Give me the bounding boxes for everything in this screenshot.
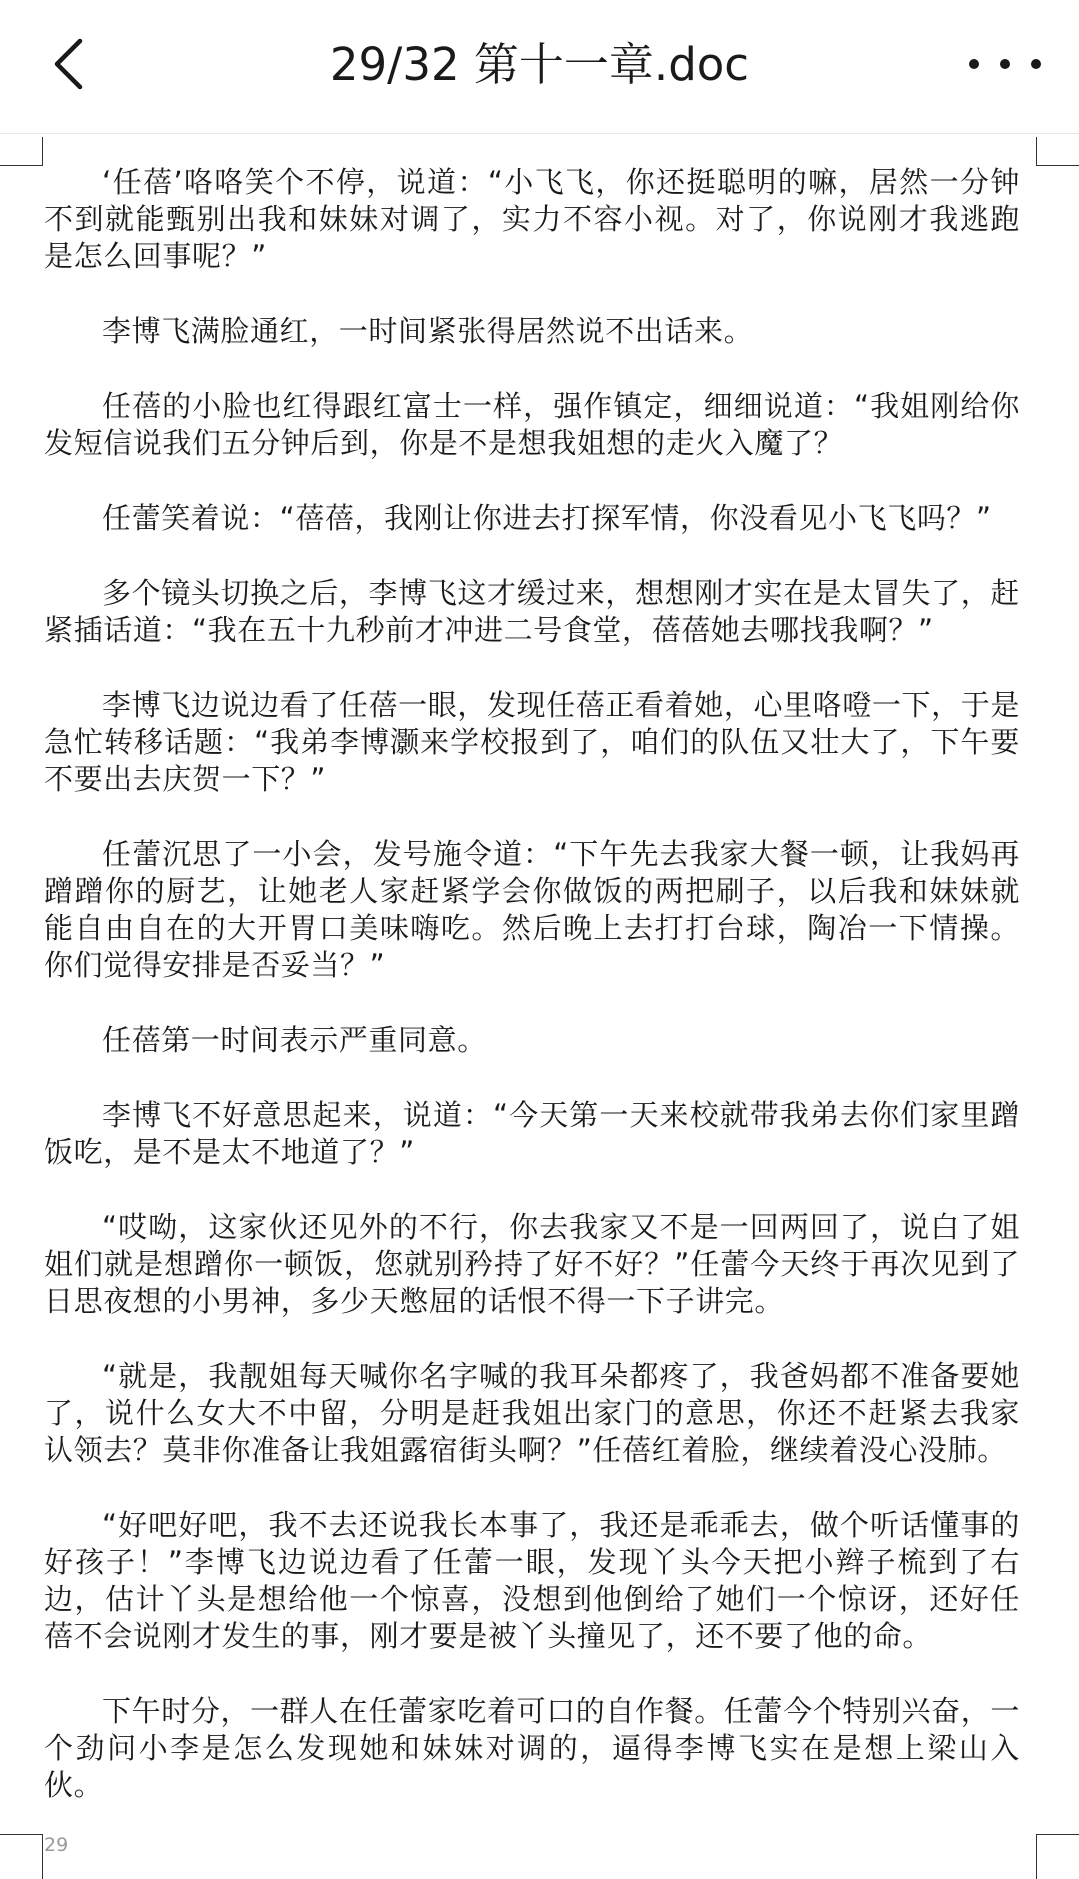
paragraph: 下午时分，一群人在任蕾家吃着可口的自作餐。任蕾今个特别兴奋，一个劲问小李是怎么发现她和妹妹对调的，逼得李博飞实在是想上梁山入伙。 — [44, 1694, 1020, 1802]
page-corner-mark-top-left — [0, 137, 43, 166]
paragraph: 任蕾沉思了一小会，发号施令道：“下午先去我家大餐一顿，让我妈再蹭蹭你的厨艺，让她老人家赶紧学会你做饭的两把刷子，以后我和妹妹就能自由自在的大开胃口美味嗨吃。然后晚上去打打台球，陶冶一下情操。你们觉得安排是否妥当？” — [44, 837, 1020, 982]
more-options-button[interactable] — [969, 38, 1041, 90]
document-body — [44, 164, 1020, 1842]
paragraph: ‘任蓓’咯咯笑个不停，说道：“小飞飞，你还挺聪明的嘛，居然一分钟不到就能甄别出我和妹妹对调了，实力不容小视。对了，你说刚才我逃跑是怎么回事呢？” — [44, 165, 1020, 273]
paragraph: 任蕾笑着说：“蓓蓓，我刚让你进去打探军情，你没看见小飞飞吗？” — [102, 501, 992, 535]
page-corner-mark-bottom-right — [1036, 1834, 1079, 1879]
document-title: 29/32 第十一章.doc — [329, 38, 750, 91]
page-corner-mark-bottom-left — [0, 1834, 43, 1879]
paragraph: 李博飞满脸通红，一时间紧张得居然说不出话来。 — [102, 314, 754, 348]
page-corner-mark-top-right — [1036, 137, 1079, 166]
paragraph: 李博飞不好意思起来，说道：“今天第一天来校就带我弟去你们家里蹭饭吃，是不是太不地道了？” — [44, 1098, 1020, 1169]
paragraph: 多个镜头切换之后，李博飞这才缓过来，想想刚才实在是太冒失了，赶紧插话道：“我在五十九秒前才冲进二号食堂，蓓蓓她去哪找我啊？” — [44, 576, 1020, 647]
back-button[interactable] — [40, 28, 96, 100]
paragraph: 任蓓第一时间表示严重同意。 — [102, 1023, 487, 1057]
paragraph: “哎呦，这家伙还见外的不行，你去我家又不是一回两回了，说白了姐姐们就是想蹭你一顿饭，您就别矜持了好不好？”任蕾今天终于再次见到了日思夜想的小男神，多少天憋屈的话恨不得一下子讲完。 — [44, 1210, 1020, 1318]
paragraph: “就是，我靓姐每天喊你名字喊的我耳朵都疼了，我爸妈都不准备要她了，说什么女大不中留，分明是赶我姐出家门的意思，你还不赶紧去我家认领去？莫非你准备让我姐露宿街头啊？”任蓓红着脸，继续着没心没肺。 — [44, 1359, 1020, 1467]
top-bar — [0, 0, 1079, 134]
page-number: 29 — [44, 1834, 69, 1856]
chevron-left-icon — [53, 38, 83, 90]
paragraph: 李博飞边说边看了任蓓一眼，发现任蓓正看着她，心里咯噔一下，于是急忙转移话题：“我弟李博灏来学校报到了，咱们的队伍又壮大了，下午要不要出去庆贺一下？” — [44, 688, 1020, 796]
more-dots-icon — [969, 59, 1041, 69]
paragraph: 任蓓的小脸也红得跟红富士一样，强作镇定，细细说道：“我姐刚给你发短信说我们五分钟后到，你是不是想我姐想的走火入魔了？ — [44, 389, 1020, 460]
paragraph: “好吧好吧，我不去还说我长本事了，我还是乖乖去，做个听话懂事的好孩子！”李博飞边说边看了任蕾一眼，发现丫头今天把小辫子梳到了右边，估计丫头是想给他一个惊喜，没想到他倒给了她们一个惊讶，还好任蓓不会说刚才发生的事，刚才要是被丫头撞见了，还不要了他的命。 — [44, 1508, 1020, 1653]
